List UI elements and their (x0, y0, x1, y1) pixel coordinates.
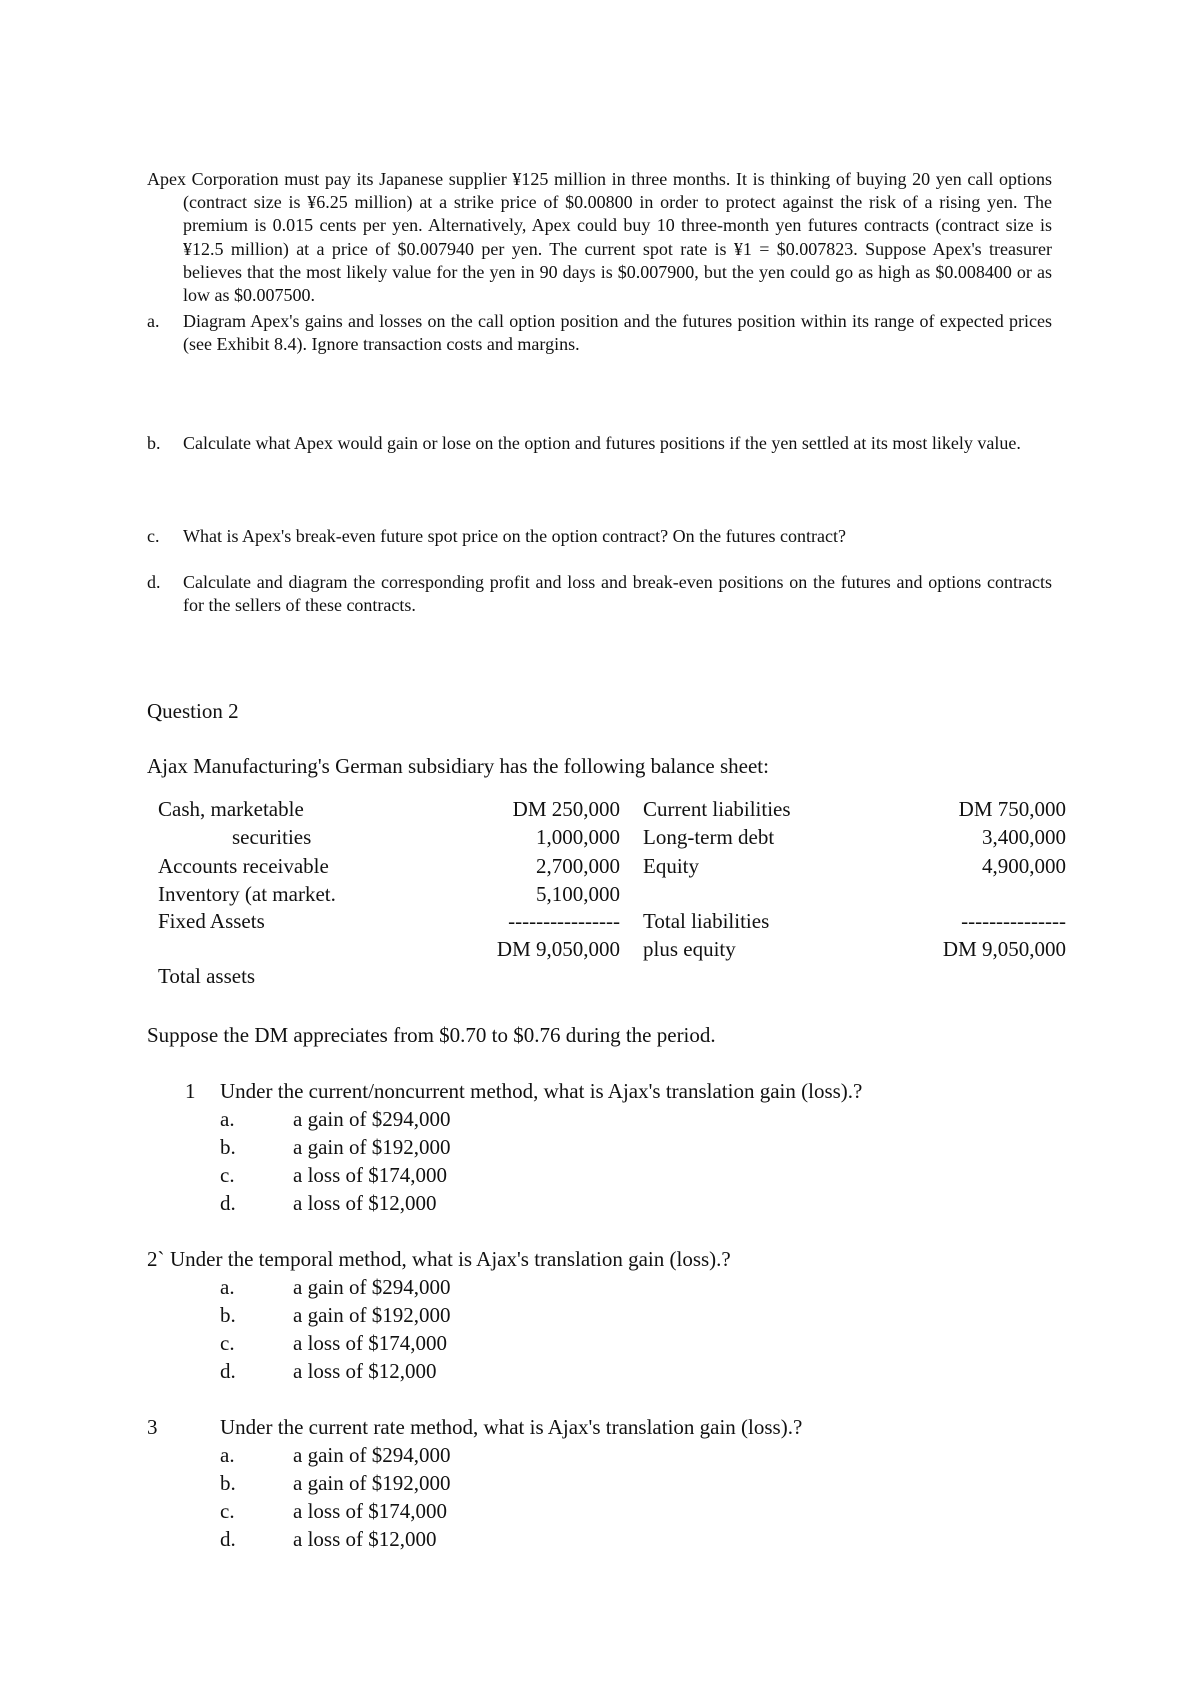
option-label: d. (220, 1527, 236, 1551)
option-label: d. (220, 1191, 236, 1215)
option-text: a gain of $294,000 (293, 1443, 451, 1467)
option-text: a gain of $192,000 (293, 1471, 451, 1495)
part-label: a. (147, 311, 160, 331)
asset-label: securities (232, 825, 312, 849)
option-text: a loss of $12,000 (293, 1191, 437, 1215)
option-label: b. (220, 1135, 236, 1159)
option-label: c. (220, 1499, 235, 1523)
question-2-heading: Question 2 (147, 699, 239, 723)
asset-label: Accounts receivable (158, 854, 329, 878)
option-label: a. (220, 1443, 235, 1467)
part-text: Diagram Apex's gains and losses on the call option position and the futures position within its range of expected prices (see Exhibit 8.4). Ignore transaction costs and margins. (183, 311, 1052, 355)
asset-total-value: DM 9,050,000 (496, 937, 620, 961)
option-label: a. (220, 1107, 235, 1131)
subquestion-number: 3 (147, 1415, 158, 1439)
option-text: a loss of $12,000 (293, 1527, 437, 1551)
asset-value: 5,100,000 (536, 882, 620, 906)
asset-value: ---------------- (508, 909, 620, 933)
part-text: Calculate and diagram the corresponding profit and loss and break-even positions on the futures and options contracts for the sellers of these contracts. (183, 572, 1052, 616)
asset-label: Fixed Assets (158, 909, 265, 933)
option-text: a gain of $294,000 (293, 1107, 451, 1131)
option-label: a. (220, 1275, 235, 1299)
option-text: a gain of $192,000 (293, 1303, 451, 1327)
option-label: d. (220, 1359, 236, 1383)
part-text: What is Apex's break-even future spot price on the option contract? On the futures contract? (183, 526, 847, 546)
liability-value: 4,900,000 (982, 854, 1066, 878)
asset-label: Total assets (158, 964, 256, 988)
subquestion-text: Under the temporal method, what is Ajax's translation gain (loss).? (170, 1247, 731, 1271)
question-1-intro: Apex Corporation must pay its Japanese supplier ¥125 million in three months. It is thinking of buying 20 yen call options (contract size is ¥6.25 million) at a strike price of $0.00800 in order to protect against the risk of a rising yen. The premium is 0.015 cents per yen. Alternatively, Apex could buy 10 three-month yen futures contracts (contract size is ¥12.5 million) at a price of $0.007940 per yen. The current spot rate is ¥1 = $0.007823. Suppose Apex's treasurer believes that the most likely value for the yen in 90 days is $0.007900, but the yen could go as high as $0.008400 or as low as $0.007500. (147, 169, 1052, 306)
option-text: a loss of $174,000 (293, 1163, 447, 1187)
liability-value: --------------- (961, 909, 1066, 933)
liability-label: Total liabilities (643, 909, 770, 933)
subquestion-text: Under the current rate method, what is Ajax's translation gain (loss).? (220, 1415, 803, 1439)
option-label: c. (220, 1331, 235, 1355)
asset-label: Inventory (at market. (158, 882, 336, 906)
subquestion-text: Under the current/noncurrent method, what is Ajax's translation gain (loss).? (220, 1079, 863, 1103)
option-text: a loss of $174,000 (293, 1499, 447, 1523)
liability-value: 3,400,000 (982, 825, 1066, 849)
liability-label: Equity (643, 854, 699, 878)
asset-label: Cash, marketable (158, 797, 304, 821)
liability-total-value: DM 9,050,000 (942, 937, 1066, 961)
option-text: a gain of $294,000 (293, 1275, 451, 1299)
asset-value: 1,000,000 (536, 825, 620, 849)
asset-value: 2,700,000 (536, 854, 620, 878)
question-1 (147, 168, 1052, 307)
part-label: d. (147, 572, 161, 592)
part-text: Calculate what Apex would gain or lose on the option and futures positions if the yen settled at its most likely value. (183, 433, 1021, 453)
option-label: c. (220, 1163, 235, 1187)
part-label: c. (147, 526, 160, 546)
option-text: a loss of $174,000 (293, 1331, 447, 1355)
option-text: a gain of $192,000 (293, 1135, 451, 1159)
option-text: a loss of $12,000 (293, 1359, 437, 1383)
part-label: b. (147, 433, 161, 453)
liability-label: plus equity (643, 937, 736, 961)
option-label: b. (220, 1303, 236, 1327)
subquestion-number: 1 (185, 1079, 196, 1103)
liability-label: Current liabilities (643, 797, 791, 821)
liability-value: DM 750,000 (958, 797, 1066, 821)
asset-value: DM 250,000 (512, 797, 620, 821)
question-2-intro: Ajax Manufacturing's German subsidiary has the following balance sheet: (147, 754, 769, 778)
liability-label: Long-term debt (643, 825, 775, 849)
subquestion-number: 2` (147, 1247, 165, 1271)
scenario-text: Suppose the DM appreciates from $0.70 to $0.76 during the period. (147, 1023, 716, 1047)
option-label: b. (220, 1471, 236, 1495)
